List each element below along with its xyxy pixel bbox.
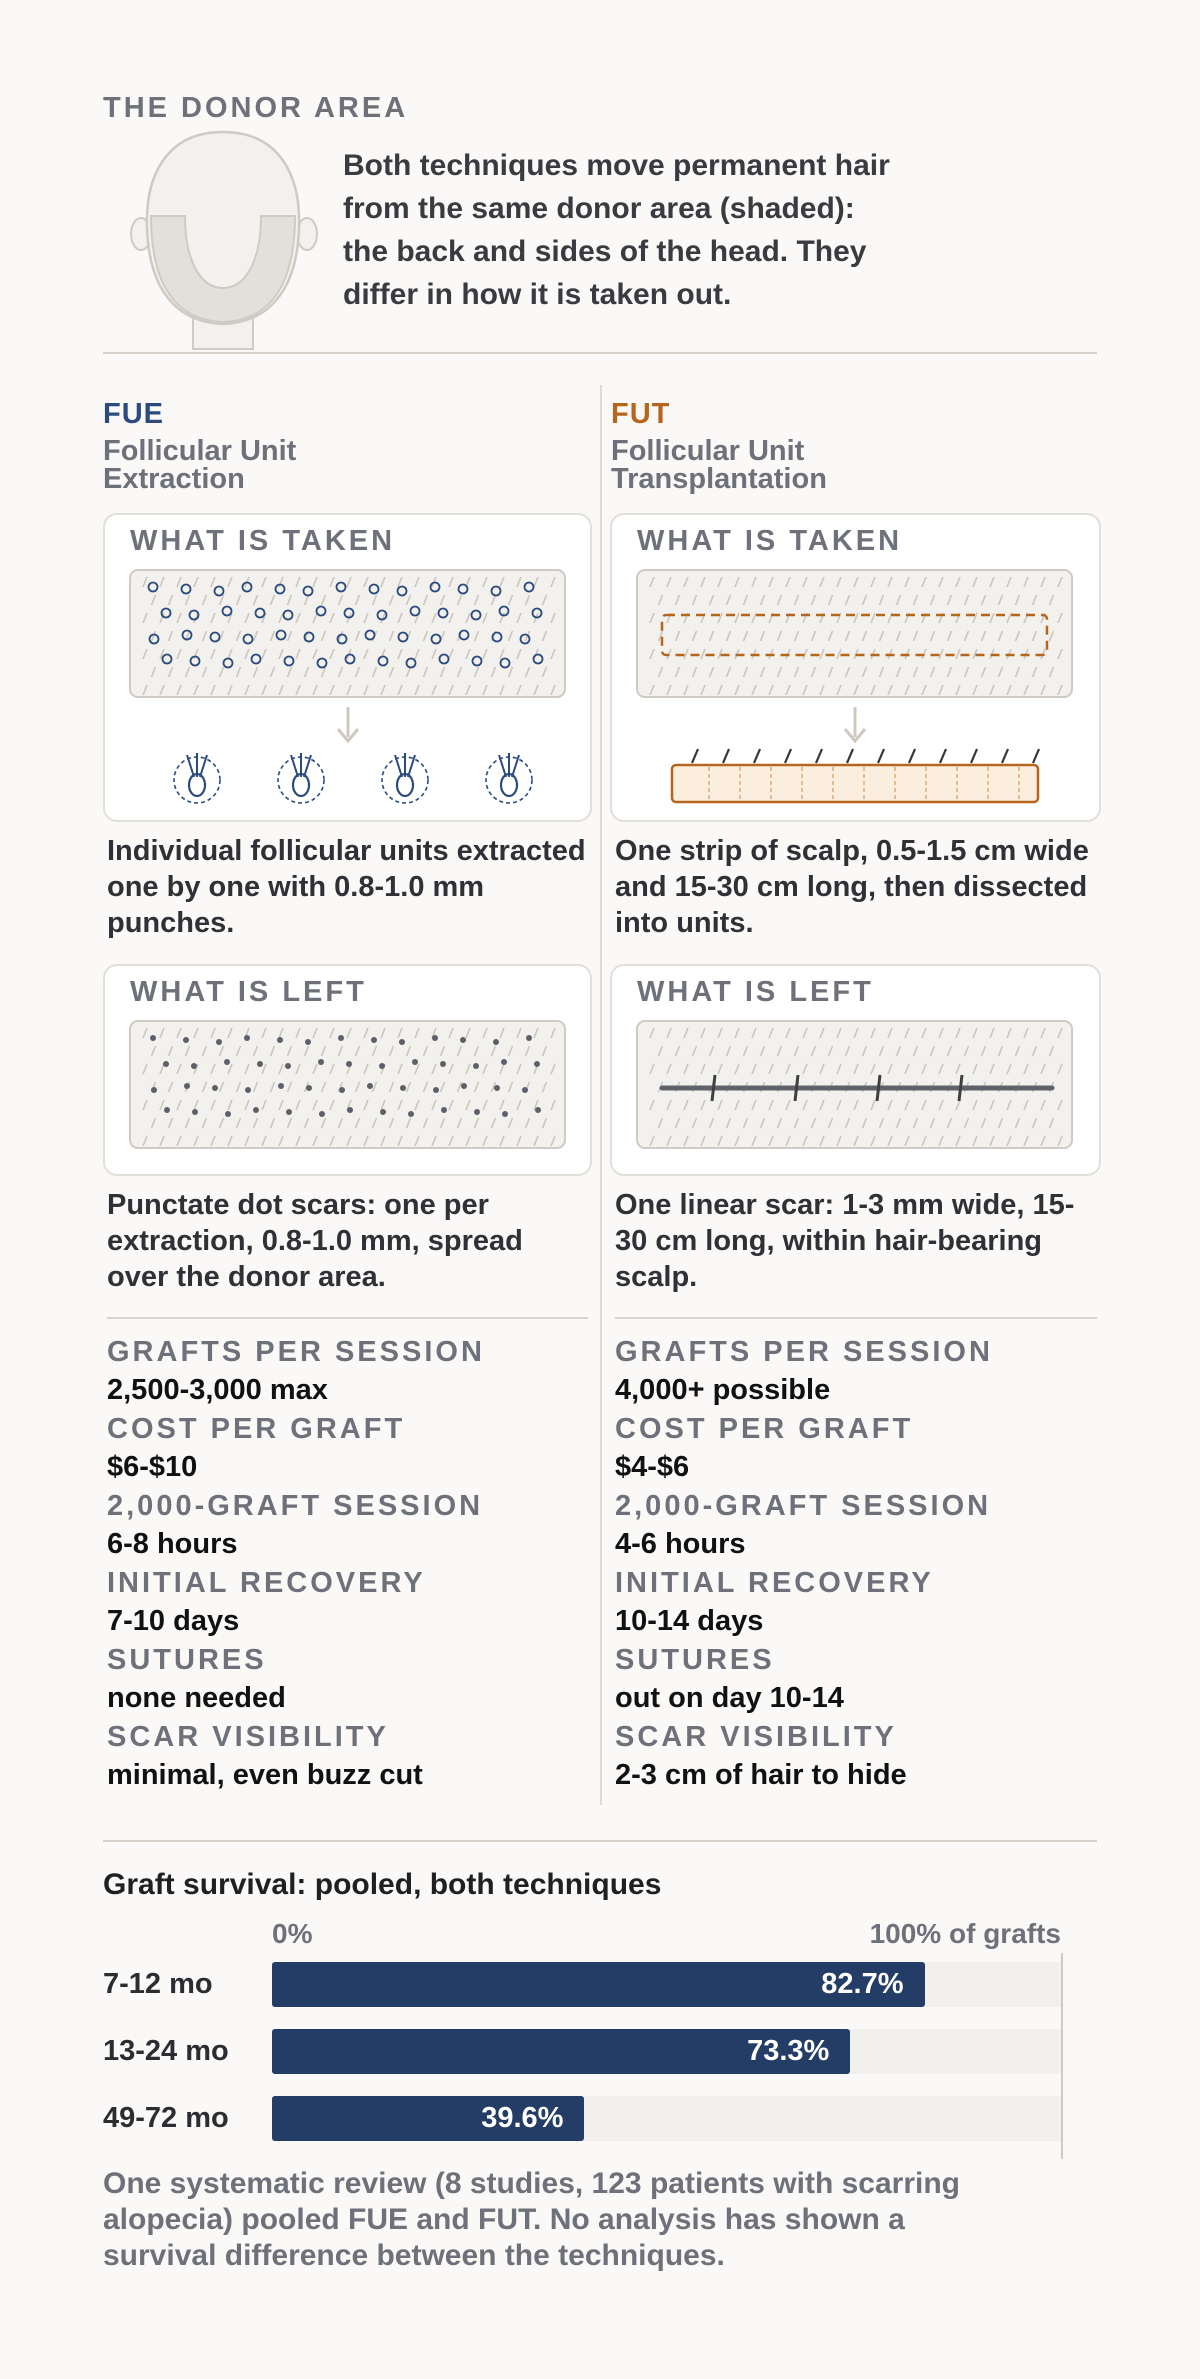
fut-taken-description: One strip of scalp, 0.5-1.5 cm wide and 15-30 cm long, then dissected into units. xyxy=(615,835,1089,939)
chart-title: Graft survival: pooled, both techniques xyxy=(103,1868,662,1901)
bar-category-label: 49-72 mo xyxy=(103,2102,229,2134)
fue-stat-value: none needed xyxy=(107,1682,286,1714)
chart-divider xyxy=(103,1840,1097,1842)
fue-stat-label: GRAFTS PER SESSION xyxy=(107,1336,485,1368)
fut-stat-label: SCAR VISIBILITY xyxy=(615,1721,897,1753)
fue-stat-value: 7-10 days xyxy=(107,1605,240,1637)
axis-max-line xyxy=(1061,1953,1063,2159)
bar-category-label: 13-24 mo xyxy=(103,2035,229,2067)
donor-area-title: THE DONOR AREA xyxy=(103,92,409,124)
fut-taken-panel xyxy=(610,513,1101,822)
fue-stat-value: 2,500-3,000 max xyxy=(107,1374,328,1406)
fut-stat-value: 4,000+ possible xyxy=(615,1374,831,1406)
fut-stat-value: 4-6 hours xyxy=(615,1528,746,1560)
fut-stat-value: $4-$6 xyxy=(615,1451,690,1483)
fut-left-description: One linear scar: 1-3 mm wide, 15-30 cm long, within hair-bearing scalp. xyxy=(615,1189,1075,1293)
fut-stats-divider xyxy=(615,1317,1097,1319)
fue-taken-panel xyxy=(103,513,592,822)
fue-scars-illustration xyxy=(105,966,590,1174)
bar-value-label: 82.7% xyxy=(821,1968,904,2000)
fut-scar-illustration xyxy=(612,966,1099,1174)
fut-taken-illustration xyxy=(612,515,1099,820)
fut-abbr: FUT xyxy=(611,398,671,430)
header-divider xyxy=(103,352,1097,354)
axis-max-label: 100% of grafts xyxy=(869,1918,1061,1949)
fut-stat-label: 2,000-GRAFT SESSION xyxy=(615,1490,992,1522)
bar-value-label: 39.6% xyxy=(481,2102,564,2134)
fut-stat-value: 2-3 cm of hair to hide xyxy=(615,1759,907,1791)
fue-stat-label: SUTURES xyxy=(107,1644,267,1676)
fut-stat-value: 10-14 days xyxy=(615,1605,764,1637)
axis-min-label: 0% xyxy=(272,1918,313,1949)
fue-stats xyxy=(107,1334,587,1796)
fue-taken-title: WHAT IS TAKEN xyxy=(130,525,396,557)
fue-left-title: WHAT IS LEFT xyxy=(130,976,367,1008)
fue-stat-value: $6-$10 xyxy=(107,1451,198,1483)
chart-note: One systematic review (8 studies, 123 patients with scarring alopecia) pooled FUE and FUT. No analysis has shown a survival difference between the techniques. xyxy=(103,2167,961,2272)
column-divider xyxy=(600,385,602,1805)
fue-taken-description: Individual follicular units extracted one by one with 0.8-1.0 mm punches. xyxy=(107,835,586,939)
fut-stats xyxy=(615,1334,1095,1796)
head-diagram-icon xyxy=(125,128,325,353)
bar-category-label: 7-12 mo xyxy=(103,1968,213,2000)
fut-stat-label: GRAFTS PER SESSION xyxy=(615,1336,993,1368)
fut-full-name: Follicular Unit Transplantation xyxy=(611,435,827,495)
fue-abbr: FUE xyxy=(103,398,164,430)
fut-stat-label: COST PER GRAFT xyxy=(615,1413,914,1445)
fut-stat-label: INITIAL RECOVERY xyxy=(615,1567,934,1599)
fue-left-panel xyxy=(103,964,592,1176)
fut-taken-title: WHAT IS TAKEN xyxy=(637,525,903,557)
fut-stat-value: out on day 10-14 xyxy=(615,1682,844,1714)
fue-stat-label: INITIAL RECOVERY xyxy=(107,1567,426,1599)
fut-left-panel xyxy=(610,964,1101,1176)
fut-left-title: WHAT IS LEFT xyxy=(637,976,874,1008)
fue-stat-label: SCAR VISIBILITY xyxy=(107,1721,389,1753)
fue-stat-label: COST PER GRAFT xyxy=(107,1413,406,1445)
fue-taken-illustration xyxy=(105,515,590,820)
fut-stat-label: SUTURES xyxy=(615,1644,775,1676)
fue-stat-label: 2,000-GRAFT SESSION xyxy=(107,1490,484,1522)
fue-stats-divider xyxy=(107,1317,588,1319)
bar-value-label: 73.3% xyxy=(747,2035,830,2067)
fue-full-name: Follicular Unit Extraction xyxy=(103,435,297,495)
fue-stat-value: minimal, even buzz cut xyxy=(107,1759,423,1791)
fue-left-description: Punctate dot scars: one per extraction, 0.8-1.0 mm, spread over the donor area. xyxy=(107,1189,523,1293)
fue-stat-value: 6-8 hours xyxy=(107,1528,238,1560)
donor-description: Both techniques move permanent hair from the same donor area (shaded): the back and sides of the head. They differ in how it is taken out. xyxy=(343,149,890,311)
